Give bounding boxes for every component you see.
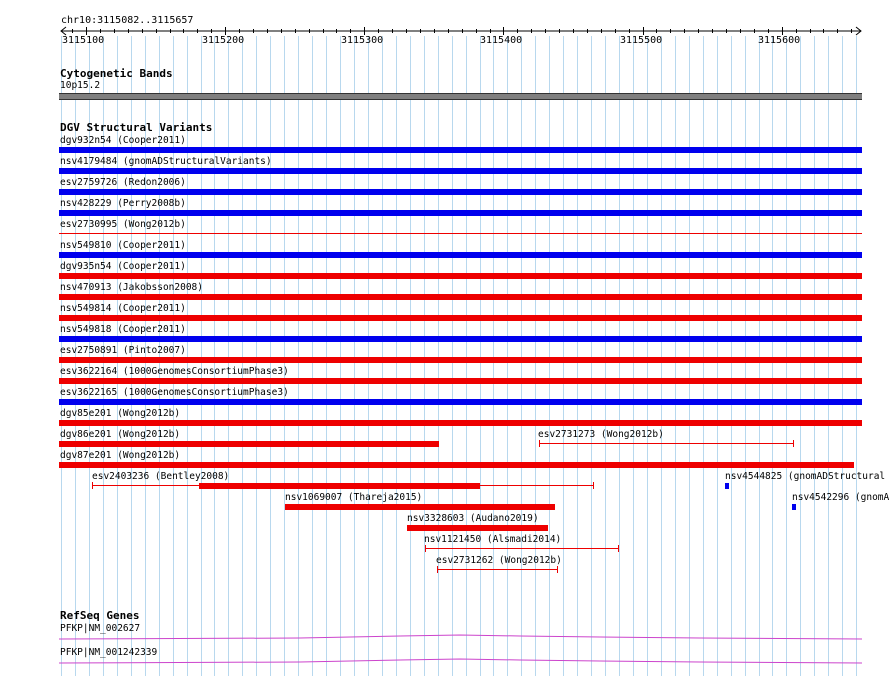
variant-bar-gain[interactable] <box>792 504 796 510</box>
variant-bar-loss[interactable] <box>59 378 862 384</box>
variant-label: dgv935n54 (Cooper2011) <box>60 261 186 272</box>
tick-label: 3115400 <box>480 35 523 46</box>
gene-label: PFKP|NM_002627 <box>60 623 141 634</box>
variant-label: nsv549810 (Cooper2011) <box>60 240 186 251</box>
variant-whisker-loss[interactable] <box>437 569 558 570</box>
variant-bar-gain[interactable] <box>725 483 729 489</box>
ruler[interactable] <box>0 0 890 50</box>
variant-label: esv2750891 (Pinto2007) <box>60 345 186 356</box>
variant-label: nsv549818 (Cooper2011) <box>60 324 186 335</box>
tick-label: 3115600 <box>758 35 801 46</box>
variant-label: nsv4542296 (gnomA <box>792 492 890 503</box>
dgv-track-title: DGV Structural Variants <box>60 121 213 134</box>
variant-cap <box>92 482 93 489</box>
variant-bar-loss[interactable] <box>59 441 439 447</box>
variant-bar-loss[interactable] <box>59 233 862 234</box>
variant-bar-loss[interactable] <box>59 294 862 300</box>
variant-label: dgv85e201 (Wong2012b) <box>60 408 181 419</box>
tick-label: 3115500 <box>620 35 663 46</box>
variant-label: esv3622164 (1000GenomesConsortiumPhase3) <box>60 366 289 377</box>
variant-cap <box>618 545 619 552</box>
variant-cap <box>793 440 794 447</box>
variant-label: esv2403236 (Bentley2008) <box>92 471 230 482</box>
variant-label: nsv1069007 (Thareja2015) <box>285 492 423 503</box>
variant-label: nsv3328603 (Audano2019) <box>407 513 539 524</box>
tick-label: 3115100 <box>62 35 105 46</box>
variant-label: dgv87e201 (Wong2012b) <box>60 450 181 461</box>
variant-bar-gain[interactable] <box>59 168 862 174</box>
variant-label: esv2759726 (Redon2006) <box>60 177 186 188</box>
variant-label: nsv428229 (Perry2008b) <box>60 198 186 209</box>
variant-bar-loss[interactable] <box>199 483 480 489</box>
variant-bar-gain[interactable] <box>59 336 862 342</box>
variant-label: esv2731262 (Wong2012b) <box>436 555 562 566</box>
cytoband-track-title: Cytogenetic Bands <box>60 67 173 80</box>
variant-bar-loss[interactable] <box>285 504 555 510</box>
variant-label: esv2730995 (Wong2012b) <box>60 219 186 230</box>
variant-bar-gain[interactable] <box>59 210 862 216</box>
tick-label: 3115300 <box>341 35 384 46</box>
variant-whisker-loss[interactable] <box>539 443 794 444</box>
variant-bar-gain[interactable] <box>59 399 862 405</box>
variant-label: esv2731273 (Wong2012b) <box>538 429 664 440</box>
gene-model[interactable] <box>0 630 890 644</box>
variant-cap <box>593 482 594 489</box>
variant-label: nsv1121450 (Alsmadi2014) <box>424 534 562 545</box>
cytoband-bar[interactable] <box>59 93 862 100</box>
variant-bar-loss[interactable] <box>59 315 862 321</box>
variant-label: esv3622165 (1000GenomesConsortiumPhase3) <box>60 387 289 398</box>
variant-label: nsv470913 (Jakobsson2008) <box>60 282 203 293</box>
variant-cap <box>437 566 438 573</box>
variant-label: nsv4544825 (gnomADStructural <box>725 471 886 482</box>
variant-bar-gain[interactable] <box>59 252 862 258</box>
variant-bar-loss[interactable] <box>407 525 548 531</box>
variant-bar-loss[interactable] <box>59 357 862 363</box>
gene-model[interactable] <box>0 654 890 668</box>
variant-bar-loss[interactable] <box>59 462 854 468</box>
variant-label: nsv4179484 (gnomADStructuralVariants) <box>60 156 272 167</box>
gene-label: PFKP|NM_001242339 <box>60 647 158 658</box>
variant-label: dgv932n54 (Cooper2011) <box>60 135 186 146</box>
variant-bar-loss[interactable] <box>59 420 862 426</box>
variant-bar-gain[interactable] <box>59 189 862 195</box>
refseq-track-title: RefSeq Genes <box>60 609 140 622</box>
cytoband-label: 10p15.2 <box>60 80 101 91</box>
variant-label: nsv549814 (Cooper2011) <box>60 303 186 314</box>
variant-label: dgv86e201 (Wong2012b) <box>60 429 181 440</box>
tick-label: 3115200 <box>202 35 245 46</box>
variant-cap <box>425 545 426 552</box>
variant-bar-loss[interactable] <box>59 273 862 279</box>
locus-label: chr10:3115082..3115657 <box>61 15 194 26</box>
variant-cap <box>539 440 540 447</box>
variant-cap <box>557 566 558 573</box>
variant-whisker-loss[interactable] <box>425 548 619 549</box>
variant-bar-gain[interactable] <box>59 147 862 153</box>
